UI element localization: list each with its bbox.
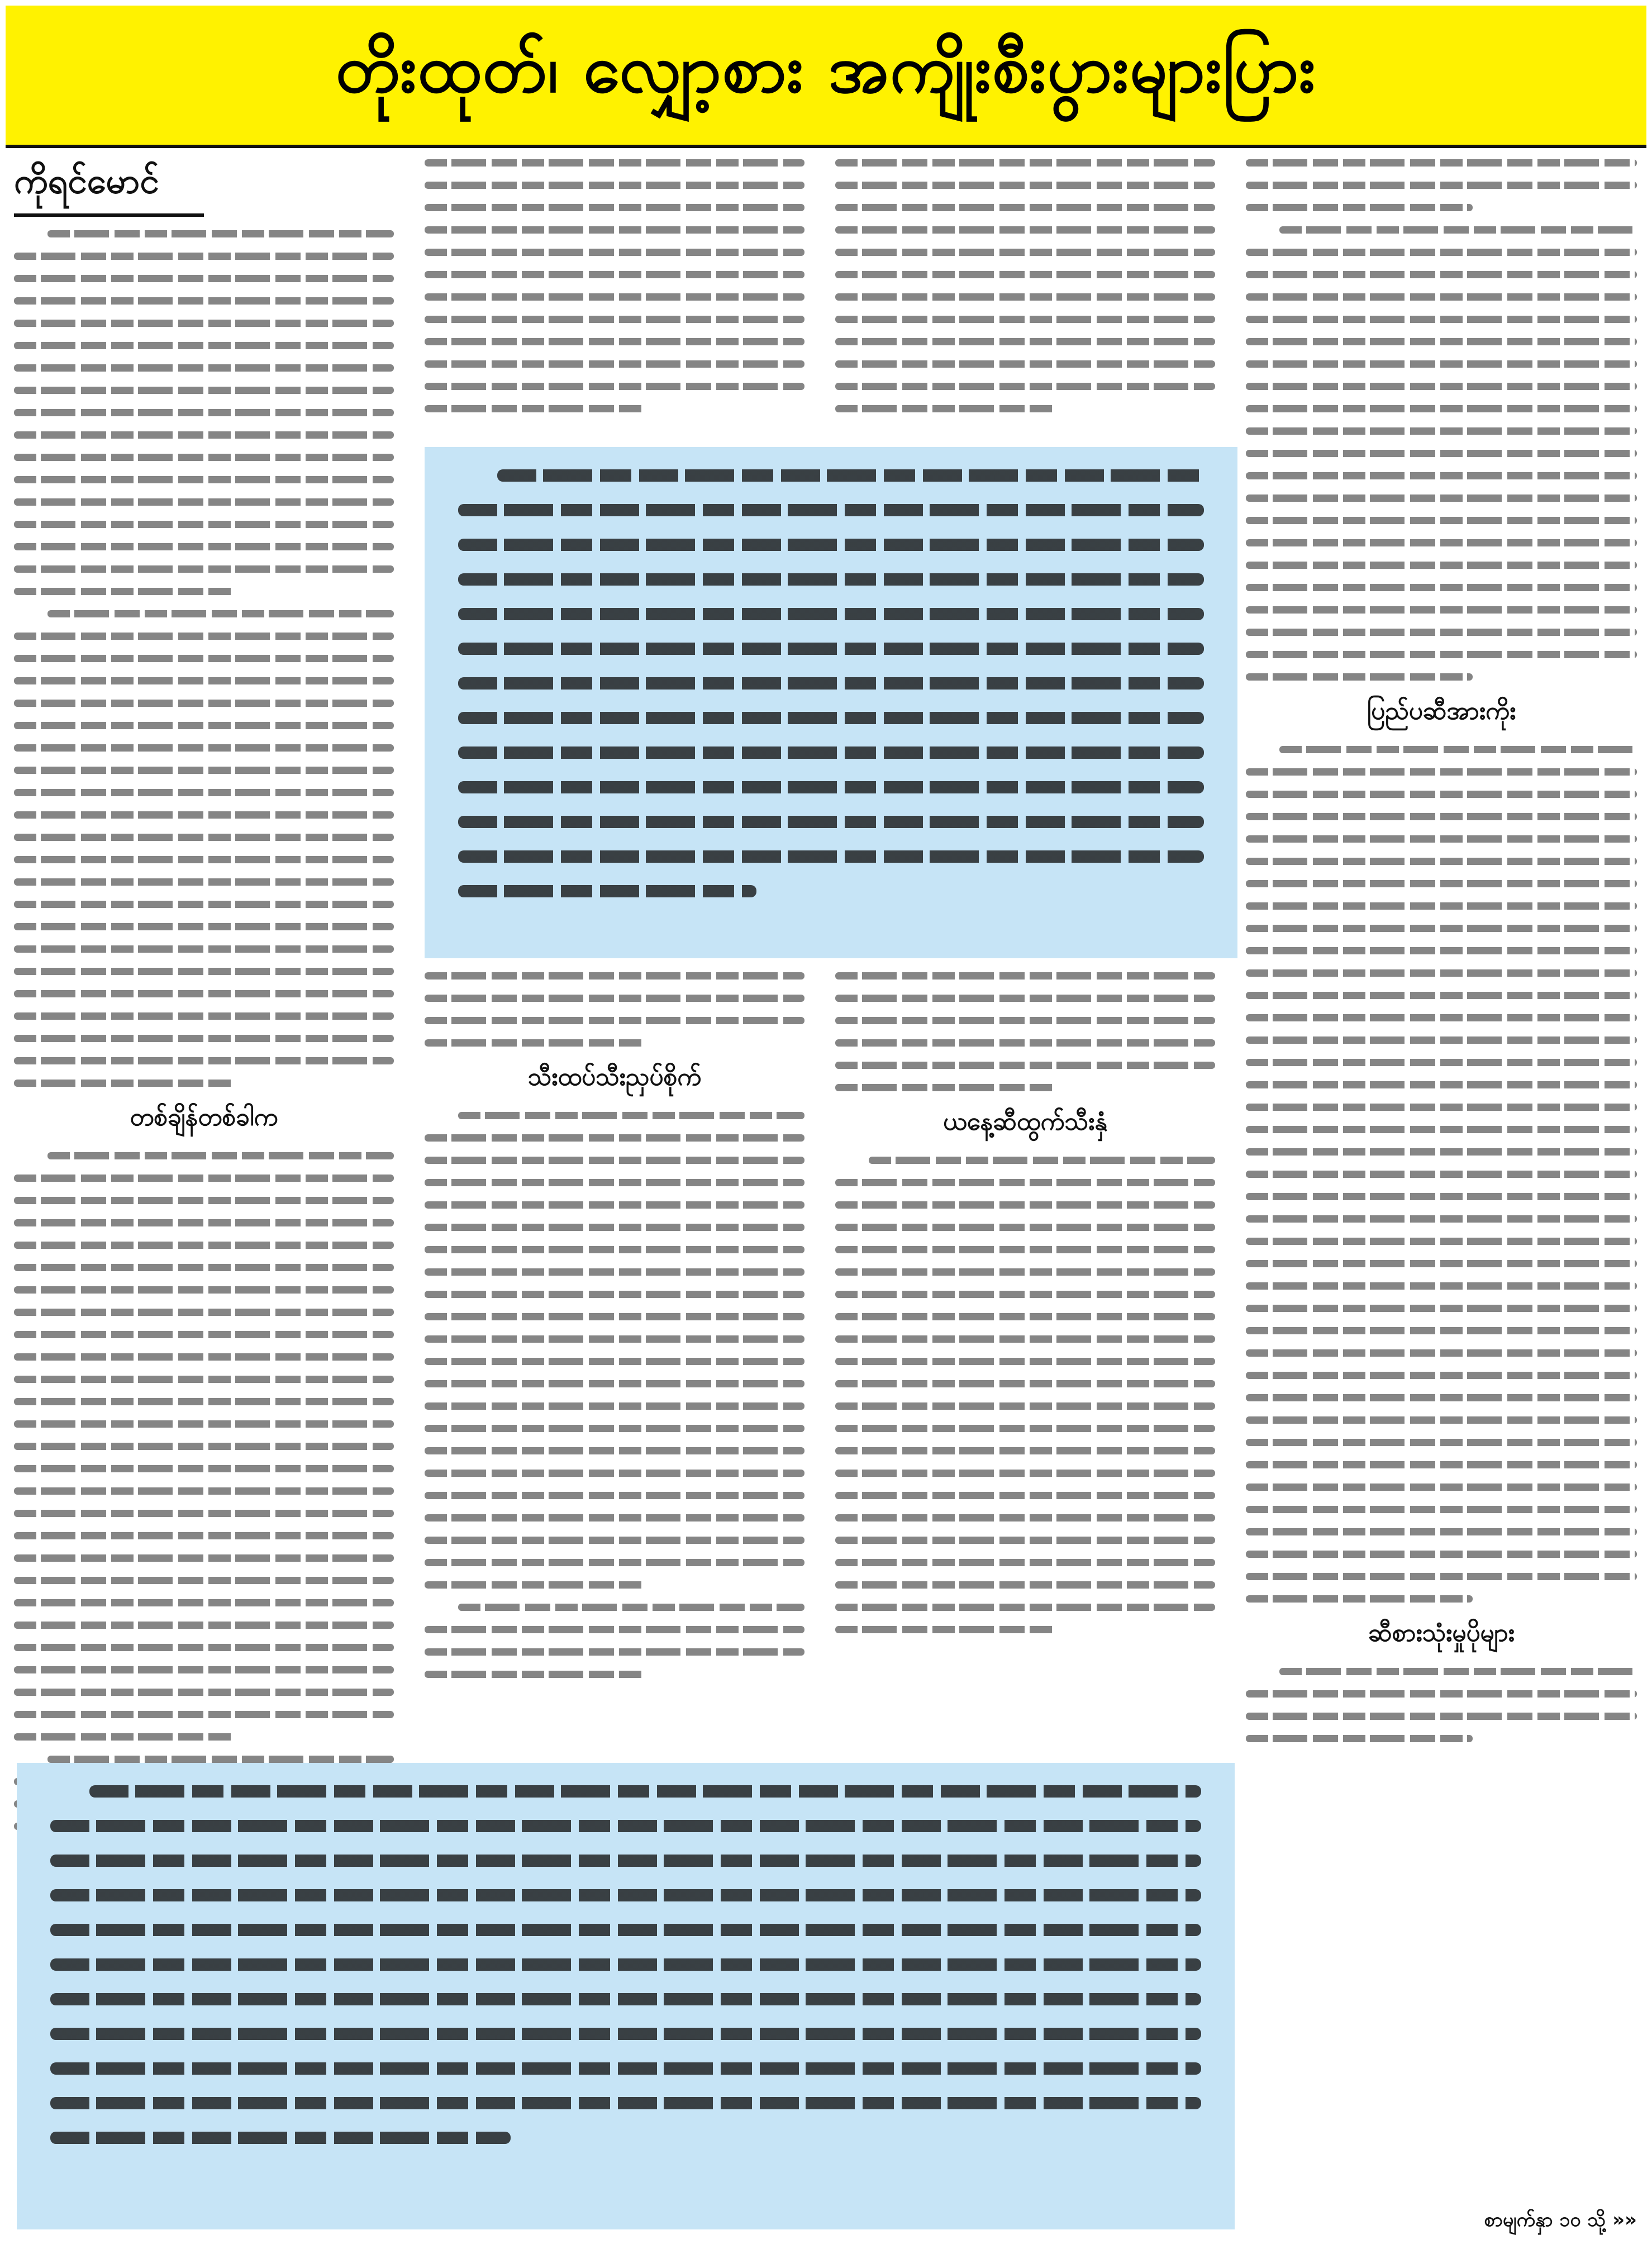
article-column-3 — [835, 159, 1215, 427]
article-column-2-lower — [425, 972, 804, 1693]
article-column-3-lower — [835, 972, 1215, 1648]
section-subhead: တစ်ချိန်တစ်ခါက — [130, 1103, 278, 1131]
pull-quote — [17, 1763, 1235, 2229]
byline: ကိုရင်မောင် — [14, 160, 159, 201]
article-paragraph — [1246, 159, 1637, 211]
section-subhead: ပြည်ပဆီအားကိုး — [1367, 697, 1516, 725]
article-paragraph — [1246, 746, 1637, 1603]
article-paragraph — [14, 1152, 394, 1741]
article-paragraph — [835, 972, 1215, 1091]
article-paragraph — [14, 610, 394, 1087]
article-column-4 — [1246, 159, 1637, 1757]
headline-banner — [6, 6, 1646, 148]
continued-on-page: စာမျက်နှာ ၁၀ သို့ »» — [1484, 2209, 1637, 2231]
article-paragraph — [835, 159, 1215, 412]
article-paragraph — [1246, 1668, 1637, 1742]
article-paragraph — [425, 1604, 804, 1678]
article-paragraph — [835, 1157, 1215, 1633]
section-subhead: သီးထပ်သီးညှပ်စိုက် — [527, 1063, 702, 1091]
article-column-1 — [14, 159, 394, 1845]
article-paragraph — [425, 159, 804, 412]
article-paragraph — [425, 972, 804, 1047]
section-subhead: ယနေ့ဆီထွက်သီးနှံ — [943, 1107, 1107, 1136]
pull-quote — [425, 447, 1237, 958]
article-column-2 — [425, 159, 804, 427]
section-subhead: ဆီစားသုံးမှုပိုများ — [1368, 1619, 1515, 1647]
article-paragraph — [1246, 226, 1637, 681]
headline: တိုးထုတ်၊ လျှော့စား အကျိုးစီးပွားများပြား — [335, 30, 1317, 107]
byline-underline — [14, 213, 204, 217]
article-paragraph — [425, 1112, 804, 1589]
article-paragraph — [14, 230, 394, 595]
